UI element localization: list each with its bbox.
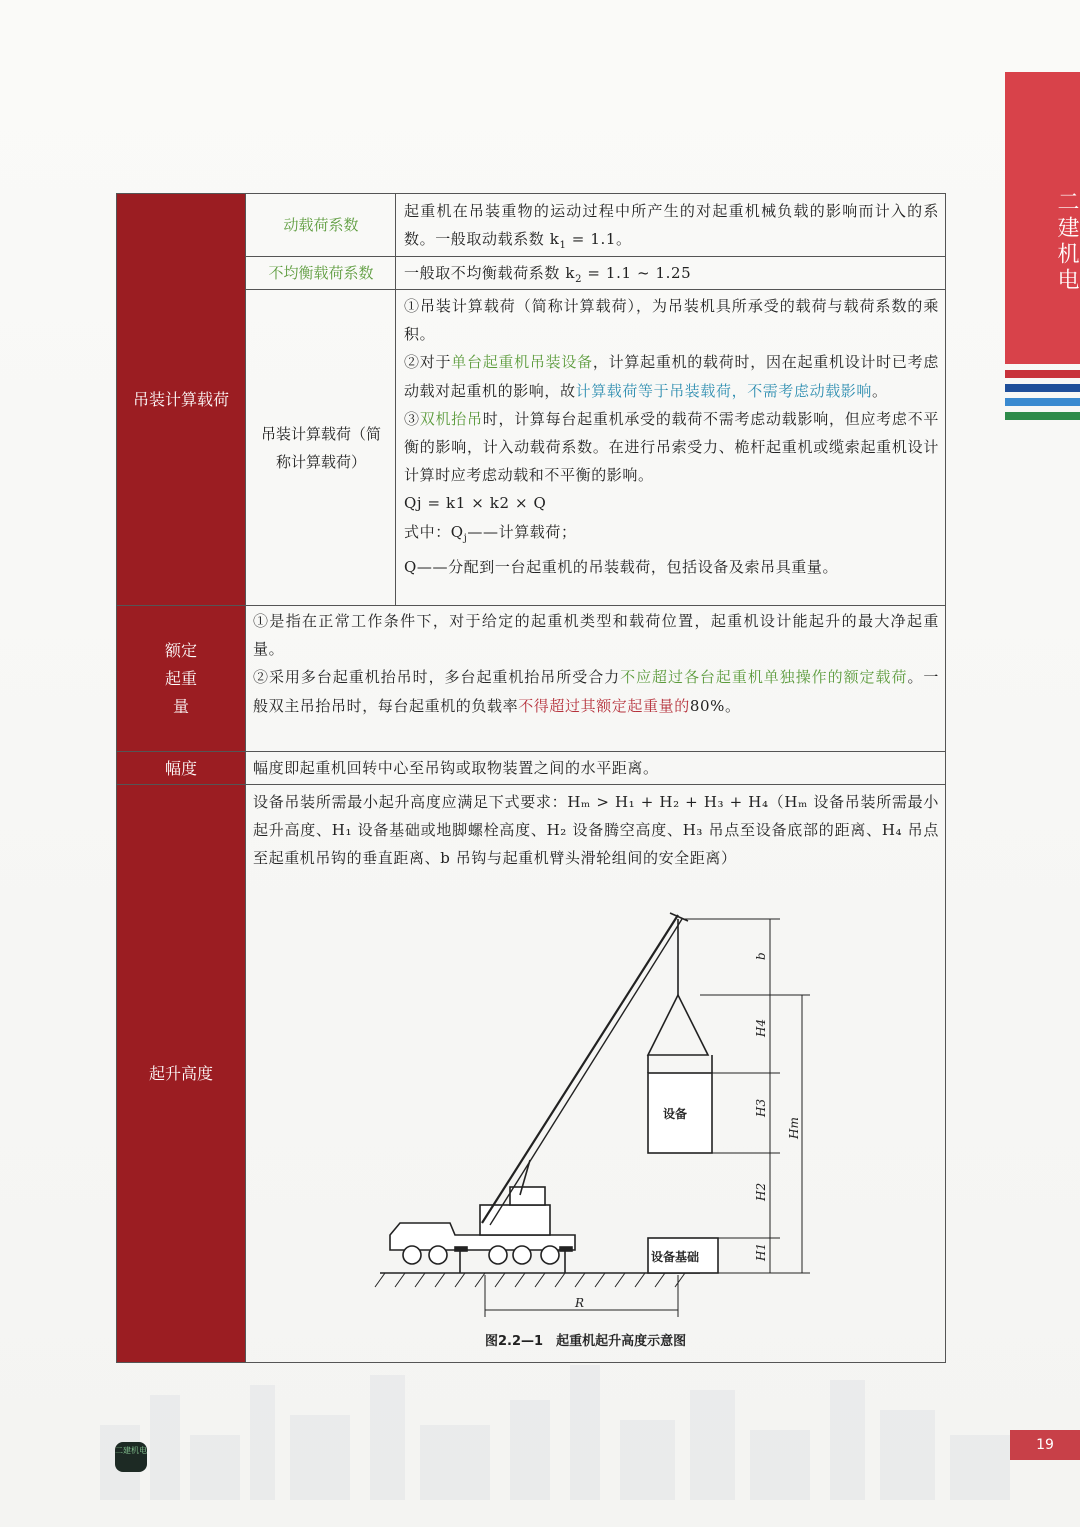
- figure-caption: 图2.2—1 起重机起升高度示意图: [485, 1334, 687, 1349]
- dim-label-r: R: [575, 1296, 585, 1310]
- calc-load-formula: Qj = k1 × k2 × Q: [404, 494, 547, 513]
- label-rated-capacity: [117, 606, 245, 752]
- label-calc-load: 吊装计算载荷: [117, 194, 245, 606]
- radius-desc: 幅度即起重机回转中心至吊钩或取物装置之间的水平距离。: [253, 759, 659, 777]
- dynamic-load-desc: 起重机在吊装重物的运动过程中所产生的对起重机械负载的影响而计入的系数。一般取动载系数 $k_1 = 1.1$。: [404, 202, 939, 252]
- crane-boom: [482, 913, 688, 1225]
- stripe-navy: [1005, 384, 1080, 392]
- publisher-logo: 二建机电: [115, 1442, 147, 1472]
- equipment-label: 设备: [663, 1107, 688, 1121]
- chapter-tab-text: 二建机电: [1054, 190, 1079, 294]
- calc-load-desc: [404, 292, 939, 581]
- crane-lift-height-diagram: [370, 905, 820, 1325]
- skyline-watermark: [90, 1365, 1020, 1500]
- dim-label-hm: Hm: [787, 1117, 801, 1139]
- calc-load-where: 式中：$Q_j——$计算载荷；: [404, 522, 577, 544]
- dynamic-load-name: 动载荷系数: [283, 216, 359, 234]
- divider: [245, 194, 246, 1362]
- ground-hatch: [375, 1273, 685, 1287]
- foundation-label: 设备基础: [651, 1250, 700, 1264]
- label-radius: 幅度: [117, 752, 245, 785]
- stripe-blue: [1005, 398, 1080, 406]
- lift-height-desc: 设备吊装所需最小起升高度应满足下式要求：Hₘ > H₁ + H₂ + H₃ + H₄（Hₘ 设备吊装所需最小起升高度、H₁ 设备基础或地脚螺栓高度、H₂ 设备腾空高度、H₃ 吊点至设备底部的距离、H₄ 吊点至起重机吊钩的垂直距离、b 吊钩与起重机臂头滑轮组间的安全距离）: [253, 793, 939, 868]
- unbalanced-load-desc: 一般取不均衡载荷系数 $k_2 = 1.1$ ~ 1.25: [404, 264, 692, 285]
- calc-load-q-desc: Q——分配到一台起重机的吊装载荷，包括设备及索吊具重量。: [404, 557, 839, 576]
- stripe-red: [1005, 370, 1080, 378]
- chapter-tab: [1005, 72, 1080, 364]
- dim-label-h1: H1: [754, 1242, 768, 1261]
- page-number: 19: [1010, 1430, 1080, 1460]
- divider: [117, 784, 945, 785]
- rated-capacity-desc: [253, 607, 939, 720]
- label-rated-text: 额定起重量: [164, 641, 197, 716]
- chapter-stripes: [1005, 370, 1080, 426]
- label-lift-height: 起升高度: [117, 785, 245, 1362]
- dim-label-h2: H2: [754, 1182, 768, 1201]
- dim-label-h4: H4: [754, 1018, 768, 1037]
- stripe-green: [1005, 412, 1080, 420]
- dim-label-h3: H3: [754, 1098, 768, 1117]
- unbalanced-load-name: 不均衡载荷系数: [268, 264, 374, 282]
- calc-load-p2: ②对于单台起重机吊装设备，计算起重机的载荷时，因在起重机设计时已考虑动载对起重机的影响，故计算载荷等于吊装载荷，不需考虑动载影响。: [404, 353, 939, 400]
- sling: [648, 995, 708, 1055]
- rated-p1: ①是指在正常工作条件下，对于给定的起重机类型和载荷位置，起重机设计能起升的最大净起重量。: [253, 612, 939, 659]
- crane-truck: [390, 1187, 575, 1273]
- divider: [117, 605, 945, 606]
- calc-load-name: 吊装计算载荷（简称计算载荷）: [260, 425, 381, 471]
- calc-load-p3: ③双机抬吊时，计算每台起重机承受的载荷不需考虑动载影响，但应考虑不平衡的影响，计入动载荷系数。在进行吊索受力、桅杆起重机或缆索起重机设计计算时应考虑动载和不平衡的影响。: [404, 409, 940, 485]
- dim-label-b: b: [754, 952, 768, 960]
- rated-p2: ②采用多台起重机抬吊时，多台起重机抬吊所受合力不应超过各台起重机单独操作的额定载荷。一般双主吊抬吊时，每台起重机的负载率不得超过其额定起重量的80%。: [253, 668, 939, 715]
- calc-load-p1: ①吊装计算载荷（简称计算载荷），为吊装机具所承受的载荷与载荷系数的乘积。: [404, 297, 939, 344]
- divider: [117, 751, 945, 752]
